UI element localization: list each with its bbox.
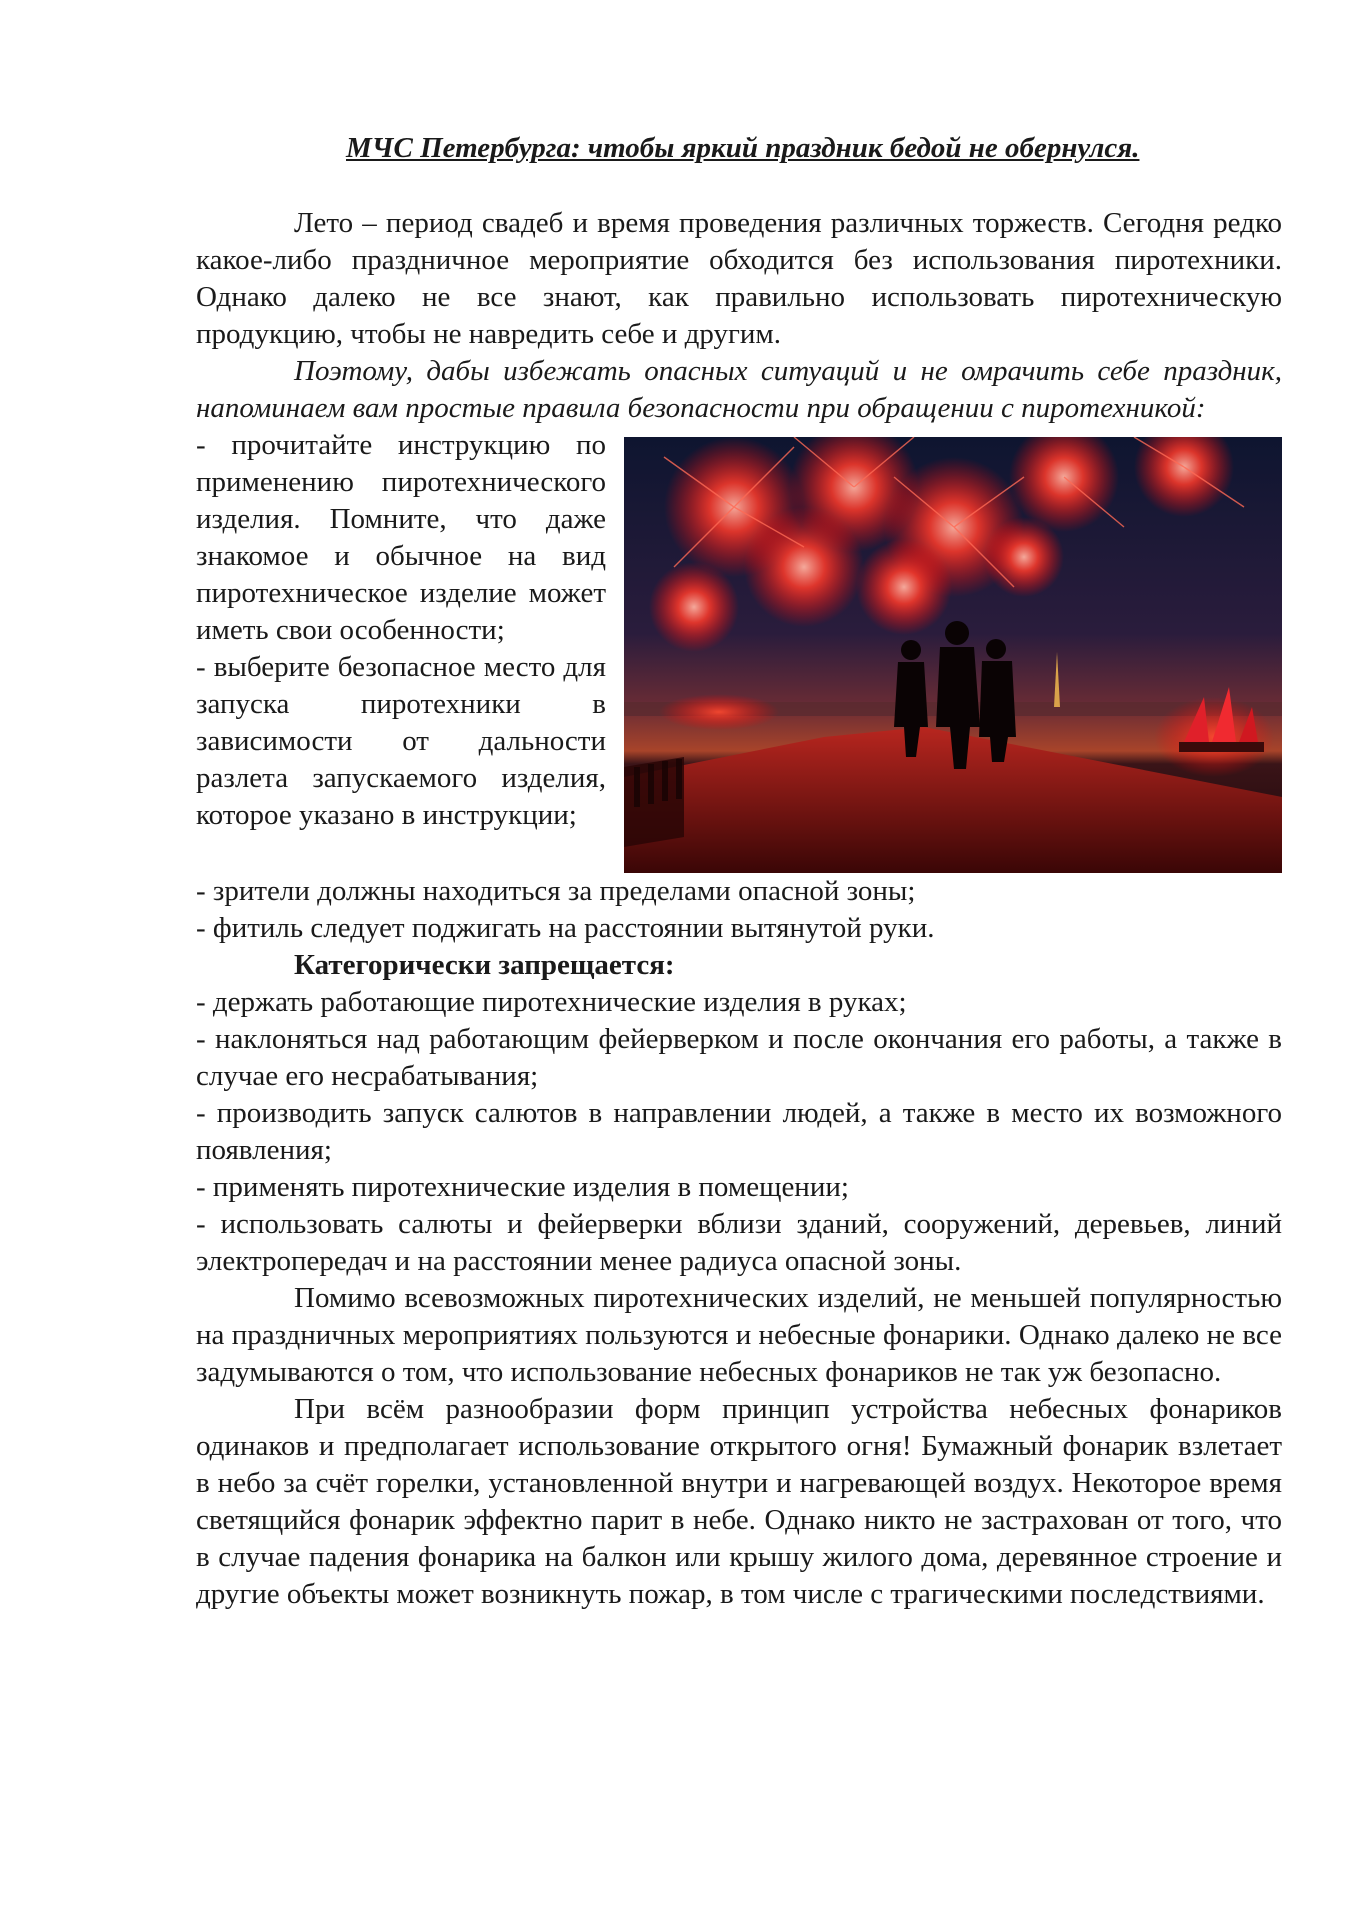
- intro-paragraph: Лето – период свадеб и время проведения различных торжеств. Сегодня редко какое-либо праздничное мероприятие обходится без использования пиротехники. Однако далеко не все знают, как правильно использовать пиротехническую продукцию, чтобы не навредить себе и другим.: [196, 207, 1282, 350]
- rules-with-photo: [196, 427, 1282, 873]
- prohibited-heading: Категорически запрещается:: [294, 949, 675, 981]
- prohibited-item: - использовать салюты и фейерверки вблизи зданий, сооружений, деревьев, линий электропередач и на расстоянии менее радиуса опасной зоны.: [196, 1208, 1282, 1277]
- rule-item: - прочитайте инструкцию по применению пиротехнического изделия. Помните, что даже знакомое и обычное на вид пиротехническое изделие может иметь свои особенности;: [196, 429, 606, 646]
- prohibited-item: - производить запуск салютов в направлении людей, а также в место их возможного появления;: [196, 1097, 1282, 1166]
- rules-intro-paragraph: Поэтому, дабы избежать опасных ситуаций и не омрачить себе праздник, напоминаем вам простые правила безопасности при обращении с пиротехникой:: [196, 355, 1282, 424]
- prohibited-item: - наклоняться над работающим фейерверком и после окончания его работы, а также в случае его несрабатывания;: [196, 1023, 1282, 1092]
- rule-item: - зрители должны находиться за пределами опасной зоны;: [196, 875, 916, 907]
- prohibited-item: - применять пиротехнические изделия в помещении;: [196, 1171, 849, 1203]
- rule-item: - фитиль следует поджигать на расстоянии вытянутой руки.: [196, 912, 935, 944]
- fireworks-photo: [624, 437, 1282, 873]
- lanterns-paragraph: Помимо всевозможных пиротехнических изделий, не меньшей популярностью на праздничных мероприятиях пользуются и небесные фонарики. Однако далеко не все задумываются о том, что использование небесных фонариков не так уж безопасно.: [196, 1282, 1282, 1388]
- final-paragraph: При всём разнообразии форм принцип устройства небесных фонариков одинаков и предполагает использование открытого огня! Бумажный фонарик взлетает в небо за счёт горелки, установленной внутри и нагревающей воздух. Некоторое время светящийся фонарик эффектно парит в небе. Однако никто не застрахован от того, что в случае падения фонарика на балкон или крышу жилого дома, деревянное строение и другие объекты может возникнуть пожар, в том числе с трагическими последствиями.: [196, 1393, 1282, 1610]
- document-title: МЧС Петербурга: чтобы яркий праздник бедой не обернулся.: [346, 132, 1140, 164]
- rule-item: - выберите безопасное место для запуска пиротехники в зависимости от дальности разлета запускаемого изделия, которое указано в инструкции;: [196, 651, 606, 831]
- prohibited-item: - держать работающие пиротехнические изделия в руках;: [196, 986, 907, 1018]
